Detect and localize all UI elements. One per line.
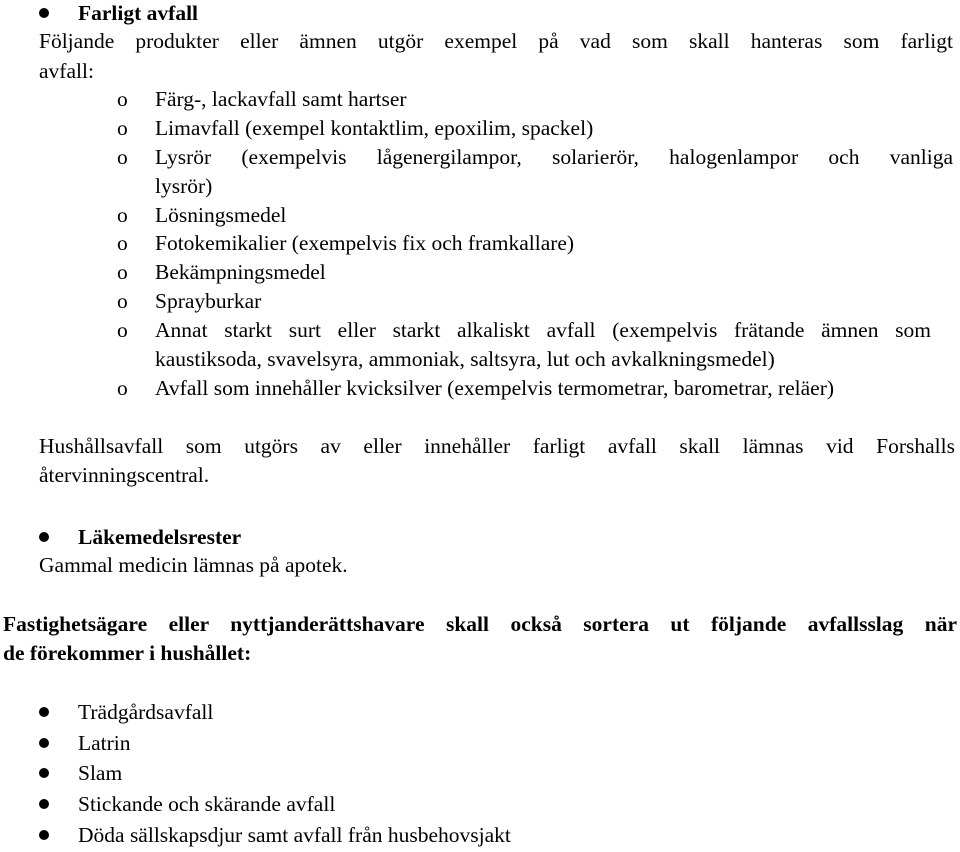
list-item-continuation: lysrör) <box>155 174 213 198</box>
list-item: Limavfall (exempel kontaktlim, epoxilim, spackel) <box>155 116 594 140</box>
list-marker: o <box>117 87 128 111</box>
list-item: Lösningsmedel <box>155 203 287 227</box>
list-marker: o <box>117 289 128 313</box>
list-item: Stickande och skärande avfall <box>78 792 336 816</box>
list-item: Annat starkt surt eller starkt alkaliskt avfall (exempelvis frätande ämnen som <box>155 318 931 342</box>
list-item: Slam <box>78 761 123 785</box>
list-item: Döda sällskapsdjur samt avfall från husbehovsjakt <box>78 823 511 847</box>
section-heading-line2: de förekommer i hushållet: <box>3 641 252 665</box>
bullet-icon <box>39 830 49 840</box>
bullet-icon <box>39 768 49 778</box>
list-marker: o <box>117 318 128 342</box>
list-item: Färg-, lackavfall samt hartser <box>155 87 407 111</box>
footer-text-line1: Hushållsavfall som utgörs av eller innehåller farligt avfall skall lämnas vid Forshalls <box>39 434 955 458</box>
list-marker: o <box>117 203 128 227</box>
bullet-icon <box>39 799 49 809</box>
section-heading-lakemedelsrester: Läkemedelsrester <box>78 525 242 549</box>
bullet-icon <box>39 8 49 18</box>
section-text-lakemedelsrester: Gammal medicin lämnas på apotek. <box>39 553 348 577</box>
section-heading-farligt-avfall: Farligt avfall <box>78 1 199 25</box>
list-marker: o <box>117 231 128 255</box>
list-marker: o <box>117 145 128 169</box>
list-item: Avfall som innehåller kvicksilver (exempelvis termometrar, barometrar, reläer) <box>155 376 835 400</box>
section-heading-line1: Fastighetsägare eller nyttjanderättshavare skall också sortera ut följande avfallsslag när <box>3 612 957 636</box>
bullet-icon <box>39 532 49 542</box>
intro-text-line1: Följande produkter eller ämnen utgör exempel på vad som skall hanteras som farligt <box>39 29 953 53</box>
intro-text-line2: avfall: <box>39 59 94 83</box>
footer-text-line2: återvinningscentral. <box>39 463 210 487</box>
list-item: Trädgårdsavfall <box>78 700 214 724</box>
list-item: Bekämpningsmedel <box>155 260 326 284</box>
list-item: Fotokemikalier (exempelvis fix och framkallare) <box>155 231 575 255</box>
list-item: Lysrör (exempelvis lågenergilampor, solarierör, halogenlampor och vanliga <box>155 145 953 169</box>
list-marker: o <box>117 260 128 284</box>
list-item: Sprayburkar <box>155 289 262 313</box>
list-marker: o <box>117 376 128 400</box>
bullet-icon <box>39 738 49 748</box>
list-item: Latrin <box>78 731 131 755</box>
list-item-continuation: kaustiksoda, svavelsyra, ammoniak, saltsyra, lut och avkalkningsmedel) <box>155 347 775 371</box>
bullet-icon <box>39 707 49 717</box>
list-marker: o <box>117 116 128 140</box>
